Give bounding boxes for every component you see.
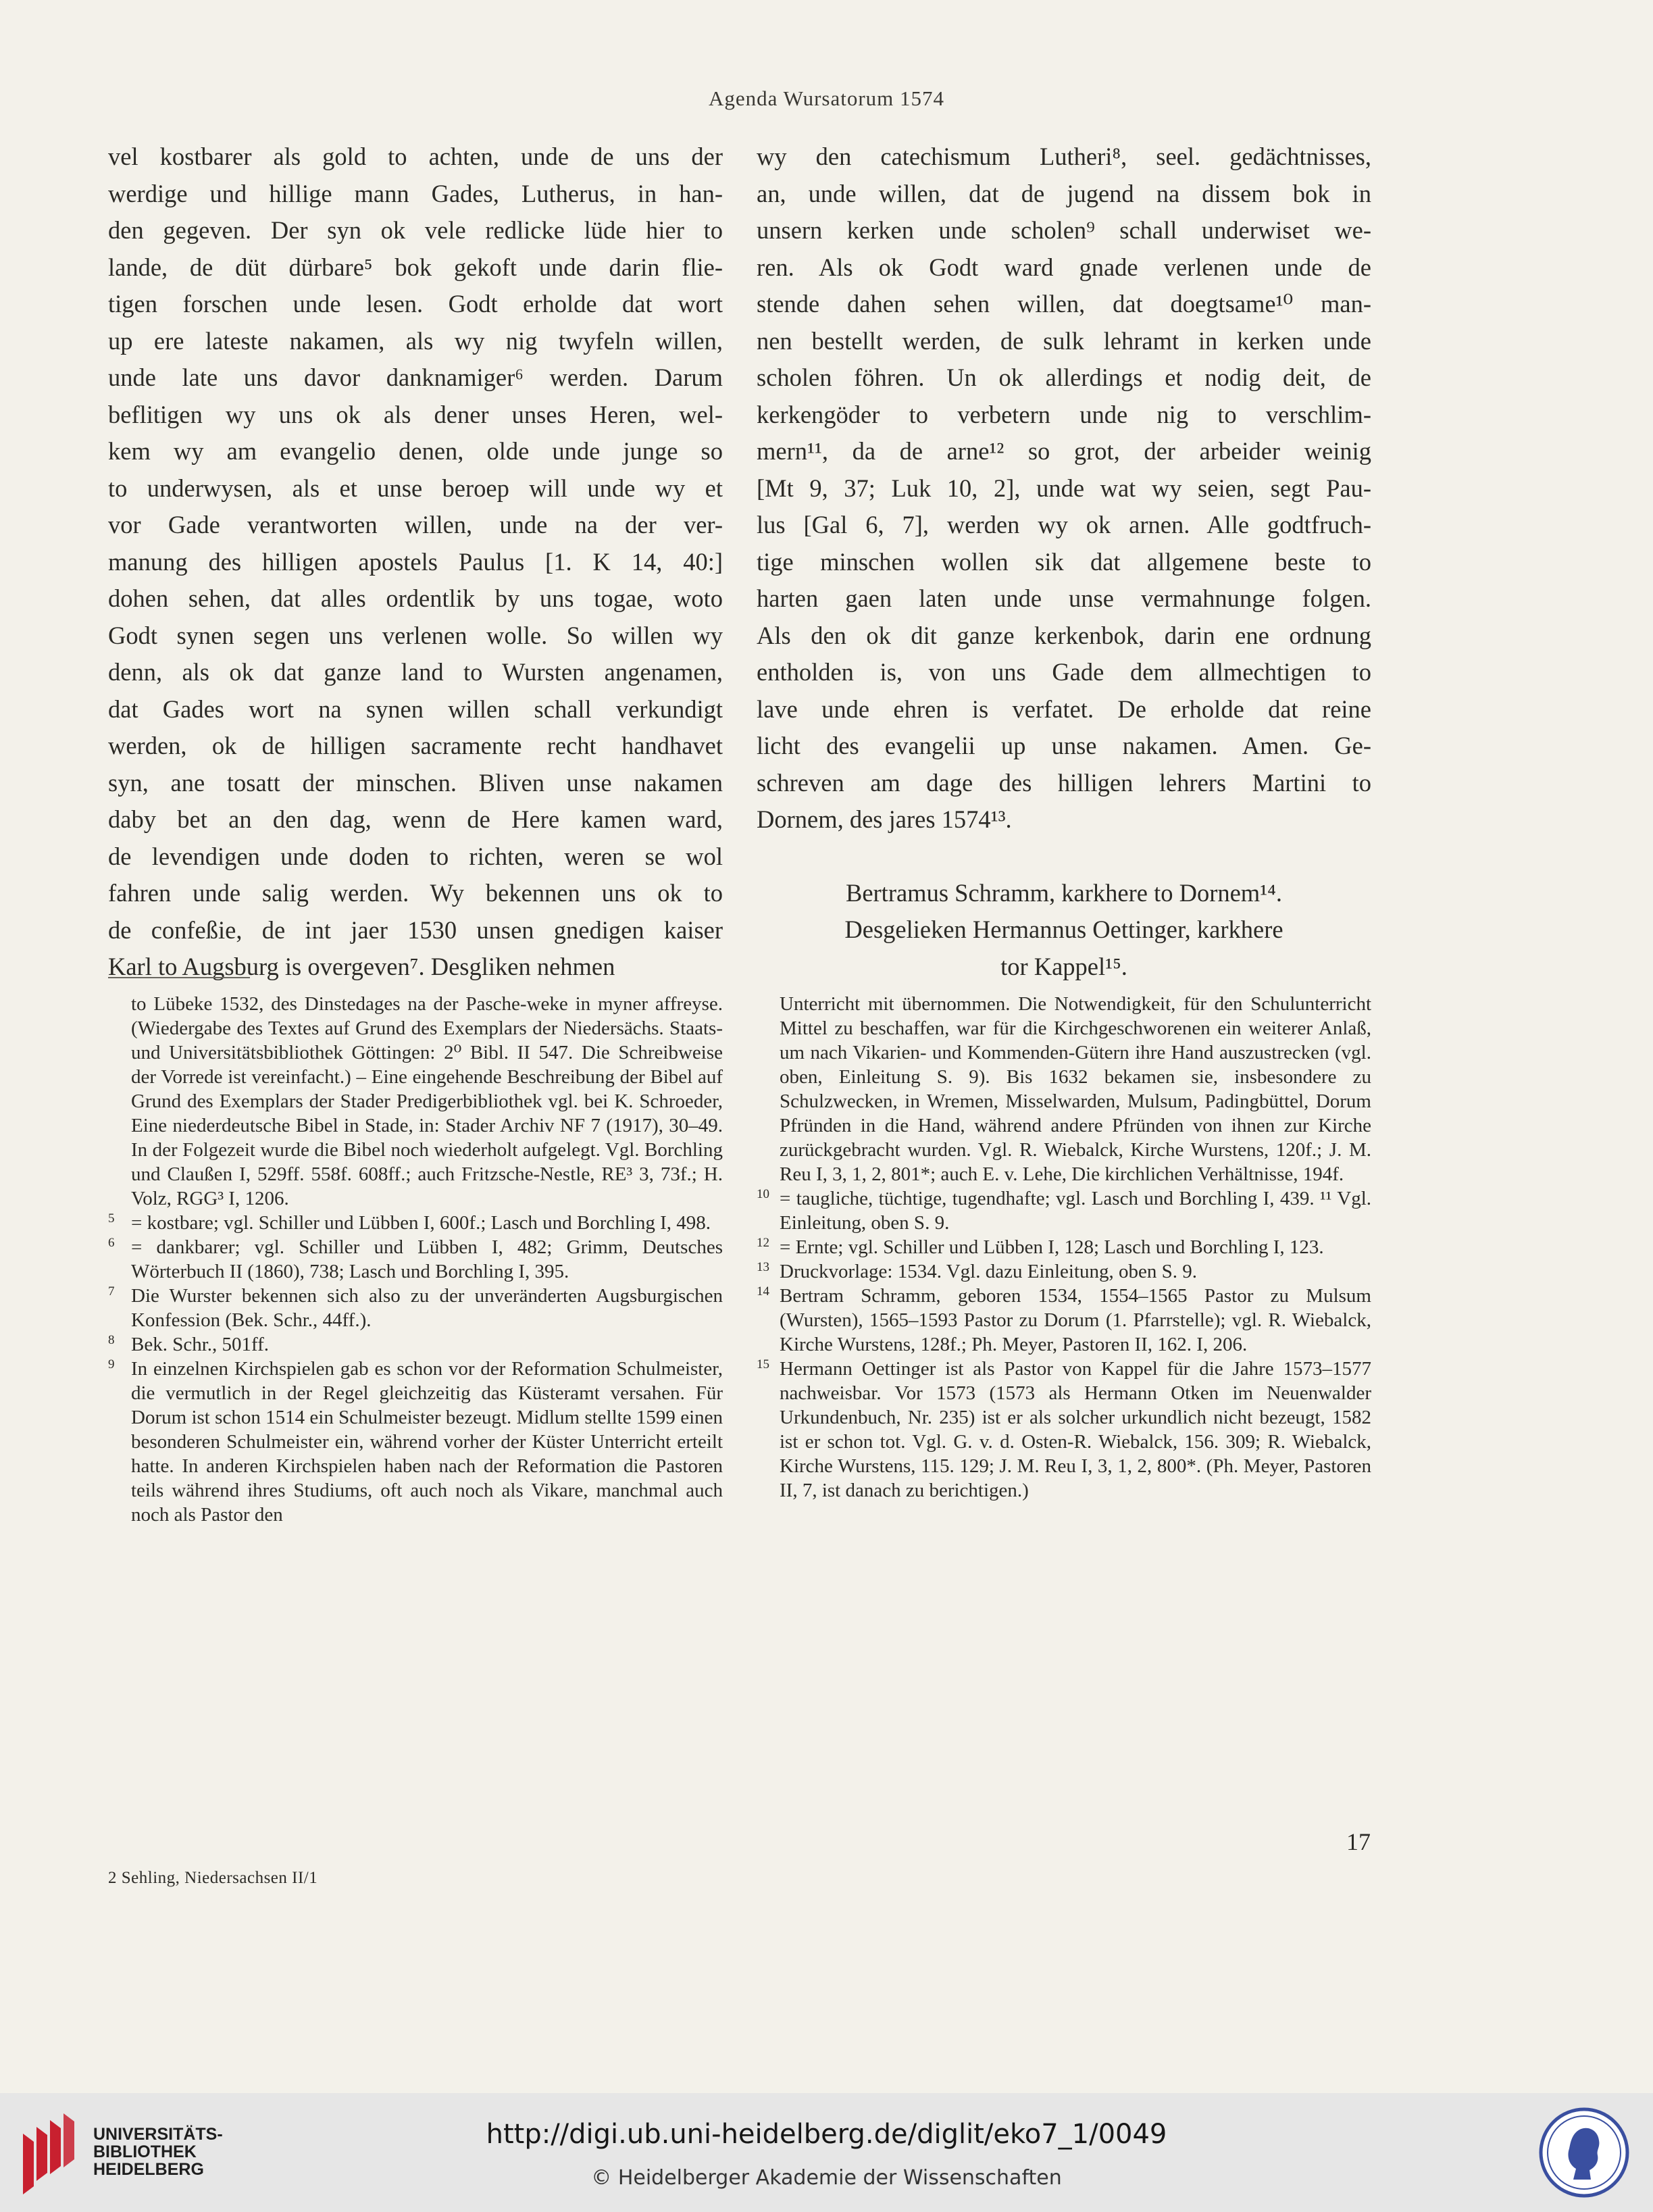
footnote-number: 8 bbox=[108, 1333, 115, 1347]
body-line: Godt synen segen uns verlenen wolle. So willen wy bbox=[108, 621, 723, 649]
footnote-text: Unterricht mit übernommen. Die Notwendigkeit, für den Schulunterricht Mittel zu beschaffen, war für die Kirchgeschworenen ein weiterer Anlaß, um nach Vikarien- und Kommenden-Gütern ihre Hand auszustrecken (vgl. oben, Einleitung S. 9). Bis 1632 bekamen sie, insbesondere zu Schulzwecken, in Wremen, Misselwarden, Mulsum, Padingbüttel, Dorum Pfründen in die Hand, während andere Pfründen von ihnen zur Kirche zurückgebracht wurden. Vgl. R. Wiebalck, Kirche Wurstens, 120f.; J. M. Reu I, 3, 1, 2, 801*; auch E. v. Lehe, Die kirchlichen Verhältnisse, 194f. bbox=[780, 993, 1371, 1185]
footnote-text: = Ernte; vgl. Schiller und Lübben I, 128; Lasch und Borchling I, 123. bbox=[780, 1236, 1324, 1258]
signature-line-text: Desgelieken Hermannus Oettinger, karkhere bbox=[844, 915, 1283, 943]
body-line: entholden is, von uns Gade dem allmechtigen to bbox=[757, 658, 1371, 686]
viewer-footer bbox=[0, 2093, 1653, 2212]
body-line: lave unde ehren is verfatet. De erholde dat reine bbox=[757, 695, 1371, 723]
footnote-number: 9 bbox=[108, 1357, 115, 1372]
footnote-text: = dankbarer; vgl. Schiller und Lübben I, 482; Grimm, Deutsches Wörterbuch II (1860), 738; Lasch und Borchling I, 395. bbox=[131, 1236, 723, 1282]
body-line: nen bestellt werden, de sulk lehramt in kerken unde bbox=[757, 326, 1371, 355]
academy-seal-icon[interactable] bbox=[1537, 2105, 1631, 2200]
footnote-text: In einzelnen Kirchspielen gab es schon vor der Reformation Schulmeister, die vermutlich in der Regel gleichzeitig das Küsteramt versahen. Für Dorum ist schon 1514 ein Schulmeister bezeugt. Midlum stellte 1599 einen besonderen Schulmeister ein, während vorher der Küster Unterricht erteilt hatte. In anderen Kirchspielen haben nach der Reformation die Pastoren teils während ihres Studiums, oft auch noch als Vikare, manchmal auch noch als Pastor den bbox=[131, 1358, 723, 1526]
signature-line-text: Bertramus Schramm, karkhere to Dornem¹⁴. bbox=[845, 878, 1282, 907]
body-line: wy den catechismum Lutheri⁸, seel. gedächtnisses, bbox=[757, 143, 1371, 170]
body-line: beflitigen wy uns ok als dener unses Heren, wel- bbox=[108, 400, 723, 428]
body-line: stende dahen sehen willen, dat doegtsame¹⁰ man- bbox=[757, 290, 1371, 318]
footnote-number: 13 bbox=[757, 1260, 769, 1274]
body-line: unde late uns davor danknamiger⁶ werden. Darum bbox=[108, 363, 723, 391]
footnote-number: 7 bbox=[108, 1284, 115, 1299]
footnote-text: to Lübeke 1532, des Dinstedages na der Pasche-weke in myner affreyse. (Wiedergabe des Textes auf Grund des Exemplars der Niedersächs. Staats- und Universitätsbibliothek Göttingen: 2⁰ Bibl. II 547. Die Schreibweise der Vorrede ist vereinfacht.) – Eine eingehende Beschreibung der Bibel auf Grund des Exemplars der Stader Predigerbibliothek vgl. bei K. Schroeder, Eine niederdeutsche Bibel in Stade, in: Stader Archiv NF 7 (1917), 30–49. In der Folgezeit wurde die Bibel noch wiederholt aufgelegt. Vgl. Borchling und Claußen I, 529ff. 558f. 608ff.; auch Fritzsche-Nestle, RE³ 3, 73f.; H. Volz, RGG³ I, 1206. bbox=[131, 993, 723, 1209]
library-name-line3: HEIDELBERG bbox=[93, 2160, 204, 2179]
signature-line: 2 Sehling, Niedersachsen II/1 bbox=[108, 1869, 318, 1887]
signature-line-text: tor Kappel¹⁵. bbox=[1000, 952, 1127, 980]
footnote bbox=[108, 1284, 723, 1332]
copyright-notice: © Heidelberger Akademie der Wissenschaften bbox=[591, 2166, 1062, 2190]
body-line: daby bet an den dag, wenn de Here kamen ward, bbox=[108, 805, 723, 833]
footnotes-left bbox=[108, 992, 723, 1527]
footnote bbox=[108, 1235, 723, 1284]
body-line: fahren unde salig werden. Wy bekennen uns ok to bbox=[108, 879, 723, 907]
footnote-number: 14 bbox=[757, 1284, 769, 1299]
body-line: schreven am dage des hilligen lehrers Martini to bbox=[757, 768, 1371, 797]
footnote-number: 5 bbox=[108, 1211, 115, 1226]
body-line: vor Gade verantworten willen, unde na der ver- bbox=[108, 511, 723, 538]
body-line: an, unde willen, dat de jugend na dissem bok in bbox=[757, 179, 1371, 207]
footnote-text: = taugliche, tüchtige, tugendhafte; vgl. Lasch und Borchling I, 439. ¹¹ Vgl. Einleitung, oben S. 9. bbox=[780, 1188, 1371, 1234]
body-line: Als den ok dit ganze kerkenbok, darin ene ordnung bbox=[757, 621, 1371, 649]
body-line: den gegeven. Der syn ok vele redlicke lüde hier to bbox=[108, 216, 723, 244]
footnote-number: 12 bbox=[757, 1236, 769, 1250]
footnote-number: 10 bbox=[757, 1187, 769, 1201]
body-line: syn, ane tosatt der minschen. Bliven unse nakamen bbox=[108, 768, 723, 797]
body-line: mern¹¹, da de arne¹² so grot, der arbeider weinig bbox=[757, 437, 1371, 465]
permalink-url[interactable]: http://digi.ub.uni-heidelberg.de/diglit/eko7_1/0049 bbox=[486, 2119, 1167, 2150]
signature-spacer bbox=[757, 838, 1371, 875]
body-line: lus [Gal 6, 7], werden wy ok arnen. Alle godtfruch- bbox=[757, 511, 1371, 538]
footnote bbox=[108, 992, 723, 1211]
body-line: tige minschen wollen sik dat allgemene beste to bbox=[757, 547, 1371, 576]
body-line: kem wy am evangelio denen, olde unde junge so bbox=[108, 437, 723, 465]
body-line: up ere lateste nakamen, als wy nig twyfeln willen, bbox=[108, 326, 723, 355]
footnote-text: Bek. Schr., 501ff. bbox=[131, 1334, 270, 1355]
footnote bbox=[757, 1259, 1371, 1284]
body-line: Dornem, des jares 1574¹³. bbox=[757, 805, 1012, 833]
footnote bbox=[108, 1357, 723, 1527]
footnote bbox=[757, 1186, 1371, 1235]
footnote-text: = kostbare; vgl. Schiller und Lübben I, 600f.; Lasch und Borchling I, 498. bbox=[131, 1212, 711, 1234]
body-line: tigen forschen unde lesen. Godt erholde dat wort bbox=[108, 290, 723, 318]
body-line: werdige und hillige mann Gades, Lutherus, in han- bbox=[108, 179, 723, 207]
library-name-line2: BIBLIOTHEK bbox=[93, 2142, 197, 2161]
body-line: denn, als ok dat ganze land to Wursten angenamen, bbox=[108, 658, 723, 686]
body-line: [Mt 9, 37; Luk 10, 2], unde wat wy seien, segt Pau- bbox=[757, 474, 1371, 502]
body-line: manung des hilligen apostels Paulus [1. K 14, 40:] bbox=[108, 547, 723, 576]
body-line: scholen föhren. Un ok allerdings et nodig deit, de bbox=[757, 363, 1371, 391]
footnote-number: 15 bbox=[757, 1357, 769, 1372]
body-line: to underwysen, als et unse beroep will unde wy et bbox=[108, 474, 723, 502]
footnote-separator bbox=[108, 977, 250, 978]
body-column-left bbox=[108, 139, 723, 986]
body-line: lande, de düt dürbare⁵ bok gekoft unde darin flie- bbox=[108, 253, 723, 281]
body-line: licht des evangelii up unse nakamen. Amen. Ge- bbox=[757, 732, 1371, 759]
body-line: harten gaen laten unde unse vermahnunge folgen. bbox=[757, 584, 1371, 612]
body-column-right bbox=[757, 139, 1371, 985]
body-line: dohen sehen, dat alles ordentlik by uns togae, woto bbox=[108, 584, 723, 612]
footnote-text: Druckvorlage: 1534. Vgl. dazu Einleitung, oben S. 9. bbox=[780, 1261, 1198, 1282]
footnote-text: Bertram Schramm, geboren 1534, 1554–1565 Pastor zu Mulsum (Wursten), 1565–1593 Pastor zu Dorum (1. Pfarrstelle); vgl. R. Wiebalck, Kirche Wurstens, 128f.; Ph. Meyer, Pastoren II, 162. I, 206. bbox=[780, 1285, 1371, 1355]
body-line: unsern kerken unde scholen⁹ schall underwiset we- bbox=[757, 216, 1371, 244]
body-line: de levendigen unde doden to richten, weren se wol bbox=[108, 842, 723, 870]
footnote-number: 6 bbox=[108, 1236, 115, 1250]
body-line: vel kostbarer als gold to achten, unde de uns der bbox=[108, 143, 723, 170]
footnote bbox=[757, 992, 1371, 1186]
body-line: werden, ok de hilligen sacramente recht handhavet bbox=[108, 732, 723, 759]
footnote bbox=[108, 1211, 723, 1235]
body-line: Karl to Augsburg is overgeven⁷. Desgliken nehmen bbox=[108, 953, 615, 980]
footnote bbox=[108, 1332, 723, 1357]
body-line: kerkengöder to verbetern unde nig to verschlim- bbox=[757, 400, 1371, 428]
body-line: dat Gades wort na synen willen schall verkundigt bbox=[108, 695, 723, 723]
body-line: de confeßie, de int jaer 1530 unsen gnedigen kaiser bbox=[108, 915, 723, 944]
footnote bbox=[757, 1235, 1371, 1259]
library-name-line1: UNIVERSITÄTS- bbox=[93, 2125, 223, 2144]
footnote bbox=[757, 1284, 1371, 1357]
footnote bbox=[757, 1357, 1371, 1503]
footnote-text: Hermann Oettinger ist als Pastor von Kappel für die Jahre 1573–1577 nachweisbar. Vor 1573 (1573 als Hermann Otken im Neuenwalder Urkundenbuch, Nr. 235) ist er als solcher urkundlich nicht bezeugt, 1582 ist er schon tot. Vgl. G. v. d. Osten-R. Wiebalck, 156. 309; R. Wiebalck, Kirche Wurstens, 115. 129; J. M. Reu I, 3, 1, 2, 800*. (Ph. Meyer, Pastoren II, 7, ist danach zu berichtigen.) bbox=[780, 1358, 1371, 1501]
running-head: Agenda Wursatorum 1574 bbox=[708, 86, 945, 110]
body-line: ren. Als ok Godt ward gnade verlenen unde de bbox=[757, 253, 1371, 281]
footnote-text: Die Wurster bekennen sich also zu der unveränderten Augsburgischen Konfession (Bek. Schr., 44ff.). bbox=[131, 1285, 723, 1331]
footnotes-right bbox=[757, 992, 1371, 1503]
page-number: 17 bbox=[1346, 1828, 1371, 1855]
